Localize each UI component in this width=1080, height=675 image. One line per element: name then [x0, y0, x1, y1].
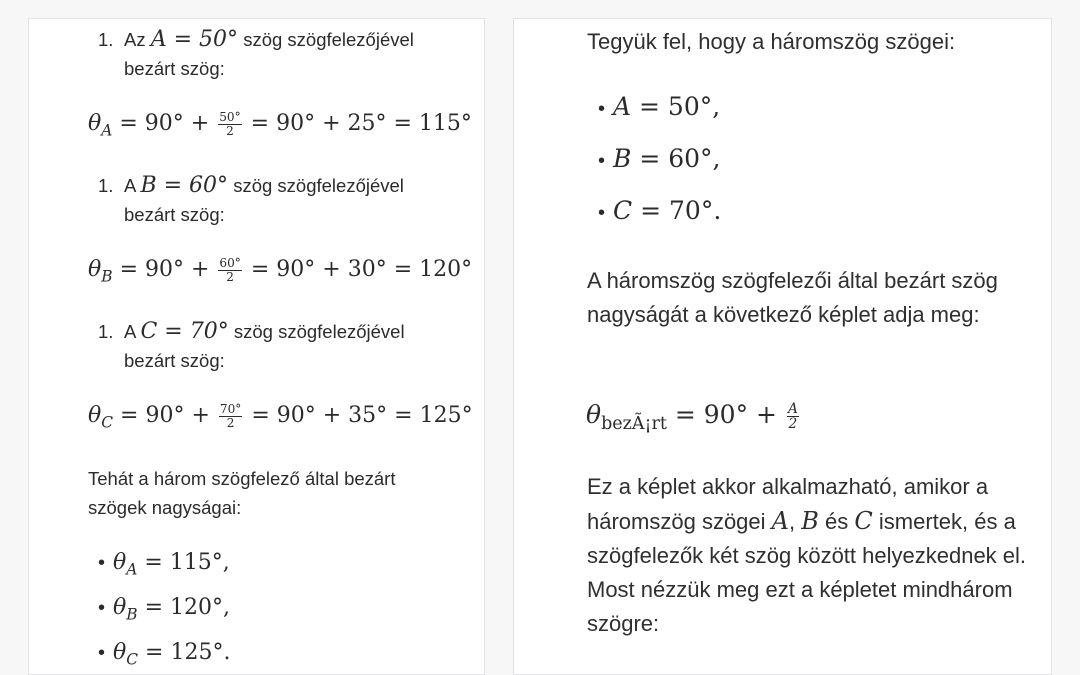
- bullet-symbol: θ: [113, 550, 127, 575]
- inline-math: B: [801, 507, 819, 535]
- bullet-subscript: C: [126, 650, 139, 669]
- formula-intro-paragraph: A háromszög szögfelezői által bezárt szög nagyságát a következő képlet adja meg:: [587, 268, 998, 327]
- display-formula: [88, 403, 473, 432]
- formula-subscript: C: [101, 413, 114, 432]
- bullet-dot: •: [98, 642, 106, 664]
- list-number: 1.: [98, 321, 114, 342]
- bullet-subscript: B: [126, 605, 138, 624]
- bullet-value: = 125°.: [145, 640, 231, 665]
- fraction: [218, 111, 241, 137]
- bullet-item: [98, 640, 230, 668]
- bullet-dot: •: [598, 202, 606, 224]
- formula-part: = 90° + 30° = 120°: [250, 257, 473, 283]
- bullet-value: = 120°,: [144, 595, 230, 620]
- inline-math: A: [771, 507, 790, 535]
- bullet-symbol: A: [613, 92, 632, 121]
- bullet-symbol: θ: [113, 595, 127, 620]
- bullet-symbol: C: [613, 196, 633, 225]
- fraction-numerator: 70°: [219, 402, 242, 416]
- paragraph-text: ,: [789, 509, 796, 534]
- formula-part: = 90° +: [120, 403, 210, 429]
- fraction: [218, 257, 241, 283]
- list-number: 1.: [98, 175, 114, 196]
- formula-part: = 90° + 25° = 115°: [250, 111, 472, 137]
- fraction-numerator: 60°: [219, 256, 241, 270]
- fraction-denominator: 2: [226, 269, 234, 284]
- fraction-denominator: 2: [226, 415, 235, 430]
- bullet-symbol: B: [613, 144, 632, 173]
- bullet-item: [98, 550, 230, 578]
- item-text-before: A: [124, 175, 136, 196]
- item-math: C = 70°: [140, 319, 229, 344]
- formula-symbol: θ: [586, 400, 602, 429]
- bullet-dot: •: [598, 98, 606, 120]
- bullet-value: = 70°.: [640, 196, 722, 225]
- list-item: [98, 25, 458, 83]
- formula-part: = 90° +: [119, 257, 210, 283]
- item-math: B = 60°: [140, 173, 229, 198]
- fraction: [219, 403, 242, 429]
- bullet-dot: •: [598, 150, 606, 172]
- display-formula: [88, 257, 472, 286]
- bullet-subscript: A: [126, 560, 138, 579]
- item-text-after: szög szögfelezőjével bezárt szög:: [124, 29, 414, 79]
- bullet-dot: •: [98, 552, 106, 574]
- bullet-item: [598, 196, 721, 225]
- item-math: A = 50°: [150, 27, 239, 52]
- display-formula: [586, 400, 801, 434]
- summary-paragraph: Tehát a három szögfelező által bezárt szögek nagyságai:: [88, 468, 396, 518]
- formula-part: = 90° + 35° = 125°: [251, 403, 473, 429]
- list-number: 1.: [98, 29, 114, 50]
- paragraph-text: ismertek, és a szögfelezők két szög között helyezkednek el. Most nézzük meg ezt a képletet mindhárom szögre:: [587, 509, 1027, 636]
- formula-symbol: θ: [88, 257, 102, 283]
- fraction-denominator: 2: [788, 416, 798, 432]
- formula-subscript: bezÃ¡rt: [601, 414, 667, 435]
- formula-symbol: θ: [88, 111, 102, 137]
- formula-symbol: θ: [88, 403, 102, 429]
- bullet-dot: •: [98, 597, 106, 619]
- formula-part: = 90° +: [119, 111, 210, 137]
- fraction-denominator: 2: [226, 123, 234, 138]
- fraction: [787, 402, 799, 432]
- item-text-after: szög szögfelezőjével bezárt szög:: [124, 175, 404, 225]
- bullet-value: = 115°,: [144, 550, 230, 575]
- bullet-item: [598, 144, 721, 173]
- formula-part: = 90° +: [674, 400, 777, 429]
- explanation-paragraph: [587, 470, 1037, 641]
- list-item: [98, 317, 458, 375]
- paragraph-text: és: [825, 509, 849, 534]
- fraction-numerator: 50°: [219, 110, 241, 124]
- item-text-before: A: [124, 321, 136, 342]
- bullet-value: = 60°,: [639, 144, 721, 173]
- item-text-after: szög szögfelezőjével bezárt szög:: [124, 321, 405, 371]
- display-formula: [88, 111, 472, 140]
- bullet-item: [98, 595, 230, 623]
- paragraph-text: Ez a képlet akkor alkalmazható, amikor a háromszög szögei: [587, 474, 989, 534]
- formula-subscript: A: [101, 121, 113, 140]
- list-item: [98, 171, 458, 229]
- bullet-item: [598, 92, 720, 121]
- item-text-before: Az: [124, 29, 146, 50]
- intro-paragraph: Tegyük fel, hogy a háromszög szögei:: [587, 29, 956, 54]
- formula-subscript: B: [101, 267, 113, 286]
- bullet-symbol: θ: [113, 640, 127, 665]
- bullet-value: = 50°,: [639, 92, 721, 121]
- fraction-numerator: A: [787, 400, 798, 417]
- inline-math: C: [854, 507, 873, 535]
